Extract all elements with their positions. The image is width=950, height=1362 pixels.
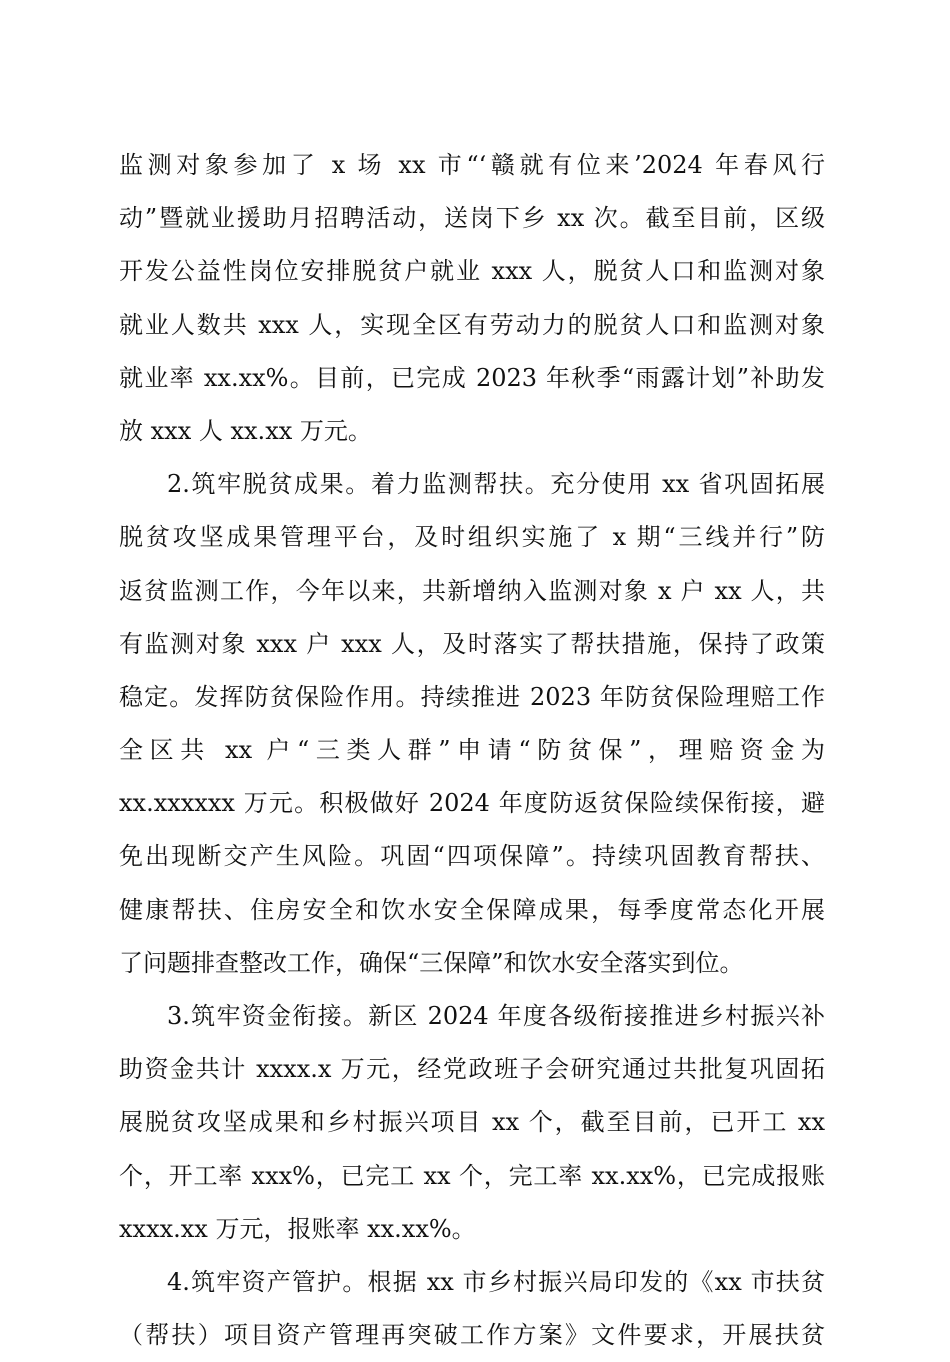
section-3-heading-line: 3.筑牢资金衔接。新区 2024 年度各级衔接推进乡村振兴补 bbox=[167, 1002, 825, 1030]
text-line: 脱贫攻坚成果管理平台，及时组织实施了 x 期“三线并行”防 bbox=[119, 523, 825, 552]
text-line: 动”暨就业援助月招聘活动，送岗下乡 xx 次。截至目前，区级 bbox=[119, 204, 825, 233]
text-line: 有监测对象 xxx 户 xxx 人，及时落实了帮扶措施，保持了政策 bbox=[119, 629, 825, 658]
paragraph-section-3 bbox=[119, 990, 825, 1256]
text-line: 全区共 xx 户“三类人群”申请“防贫保”，理赔资金为 bbox=[119, 736, 825, 765]
section-2-heading-line: 2.筑牢脱贫成果。着力监测帮扶。充分使用 xx 省巩固拓展 bbox=[167, 470, 825, 499]
paragraph-section-2 bbox=[119, 458, 825, 990]
text-line: 就业率 xx.xx%。目前，已完成 2023 年秋季“雨露计划”补助发 bbox=[119, 363, 825, 392]
text-line: 展脱贫攻坚成果和乡村振兴项目 xx 个，截至目前，已开工 xx bbox=[119, 1108, 825, 1137]
text-line: 返贫监测工作，今年以来，共新增纳入监测对象 x 户 xx 人，共 bbox=[119, 576, 825, 605]
text-line: 稳定。发挥防贫保险作用。持续推进 2023 年防贫保险理赔工作 bbox=[119, 682, 825, 711]
text-line: 了问题排查整改工作，确保“三保障”和饮水安全落实到位。 bbox=[119, 948, 744, 977]
document-body bbox=[119, 139, 825, 1362]
section-4-heading-line: 4.筑牢资产管护。根据 xx 市乡村振兴局印发的《xx 市扶贫 bbox=[167, 1267, 825, 1296]
text-line: 开发公益性岗位安排脱贫户就业 xxx 人，脱贫人口和监测对象 bbox=[119, 257, 825, 286]
text-line: 免出现断交产生风险。巩固“四项保障”。持续巩固教育帮扶、 bbox=[119, 842, 825, 871]
text-line: 健康帮扶、住房安全和饮水安全保障成果，每季度常态化开展 bbox=[119, 895, 825, 924]
text-line: xx.xxxxxx 万元。积极做好 2024 年度防返贫保险续保衔接，避 bbox=[119, 789, 825, 818]
text-line: 个，开工率 xxx%，已完工 xx 个，完工率 xx.xx%，已完成报账 bbox=[119, 1161, 825, 1190]
paragraph-section-4 bbox=[119, 1256, 825, 1362]
paragraph-employment bbox=[119, 139, 825, 458]
text-line: 监测对象参加了 x 场 xx 市“‘赣就有位来’2024 年春风行 bbox=[119, 151, 825, 179]
text-line: xxxx.xx 万元，报账率 xx.xx%。 bbox=[119, 1214, 476, 1243]
text-line: （帮扶）项目资产管理再突破工作方案》文件要求，开展扶贫 bbox=[119, 1321, 825, 1350]
text-line: 放 xxx 人 xx.xx 万元。 bbox=[119, 416, 372, 445]
text-line: 助资金共计 xxxx.x 万元，经党政班子会研究通过共批复巩固拓 bbox=[119, 1055, 825, 1084]
text-line: 就业人数共 xxx 人，实现全区有劳动力的脱贫人口和监测对象 bbox=[119, 310, 825, 339]
